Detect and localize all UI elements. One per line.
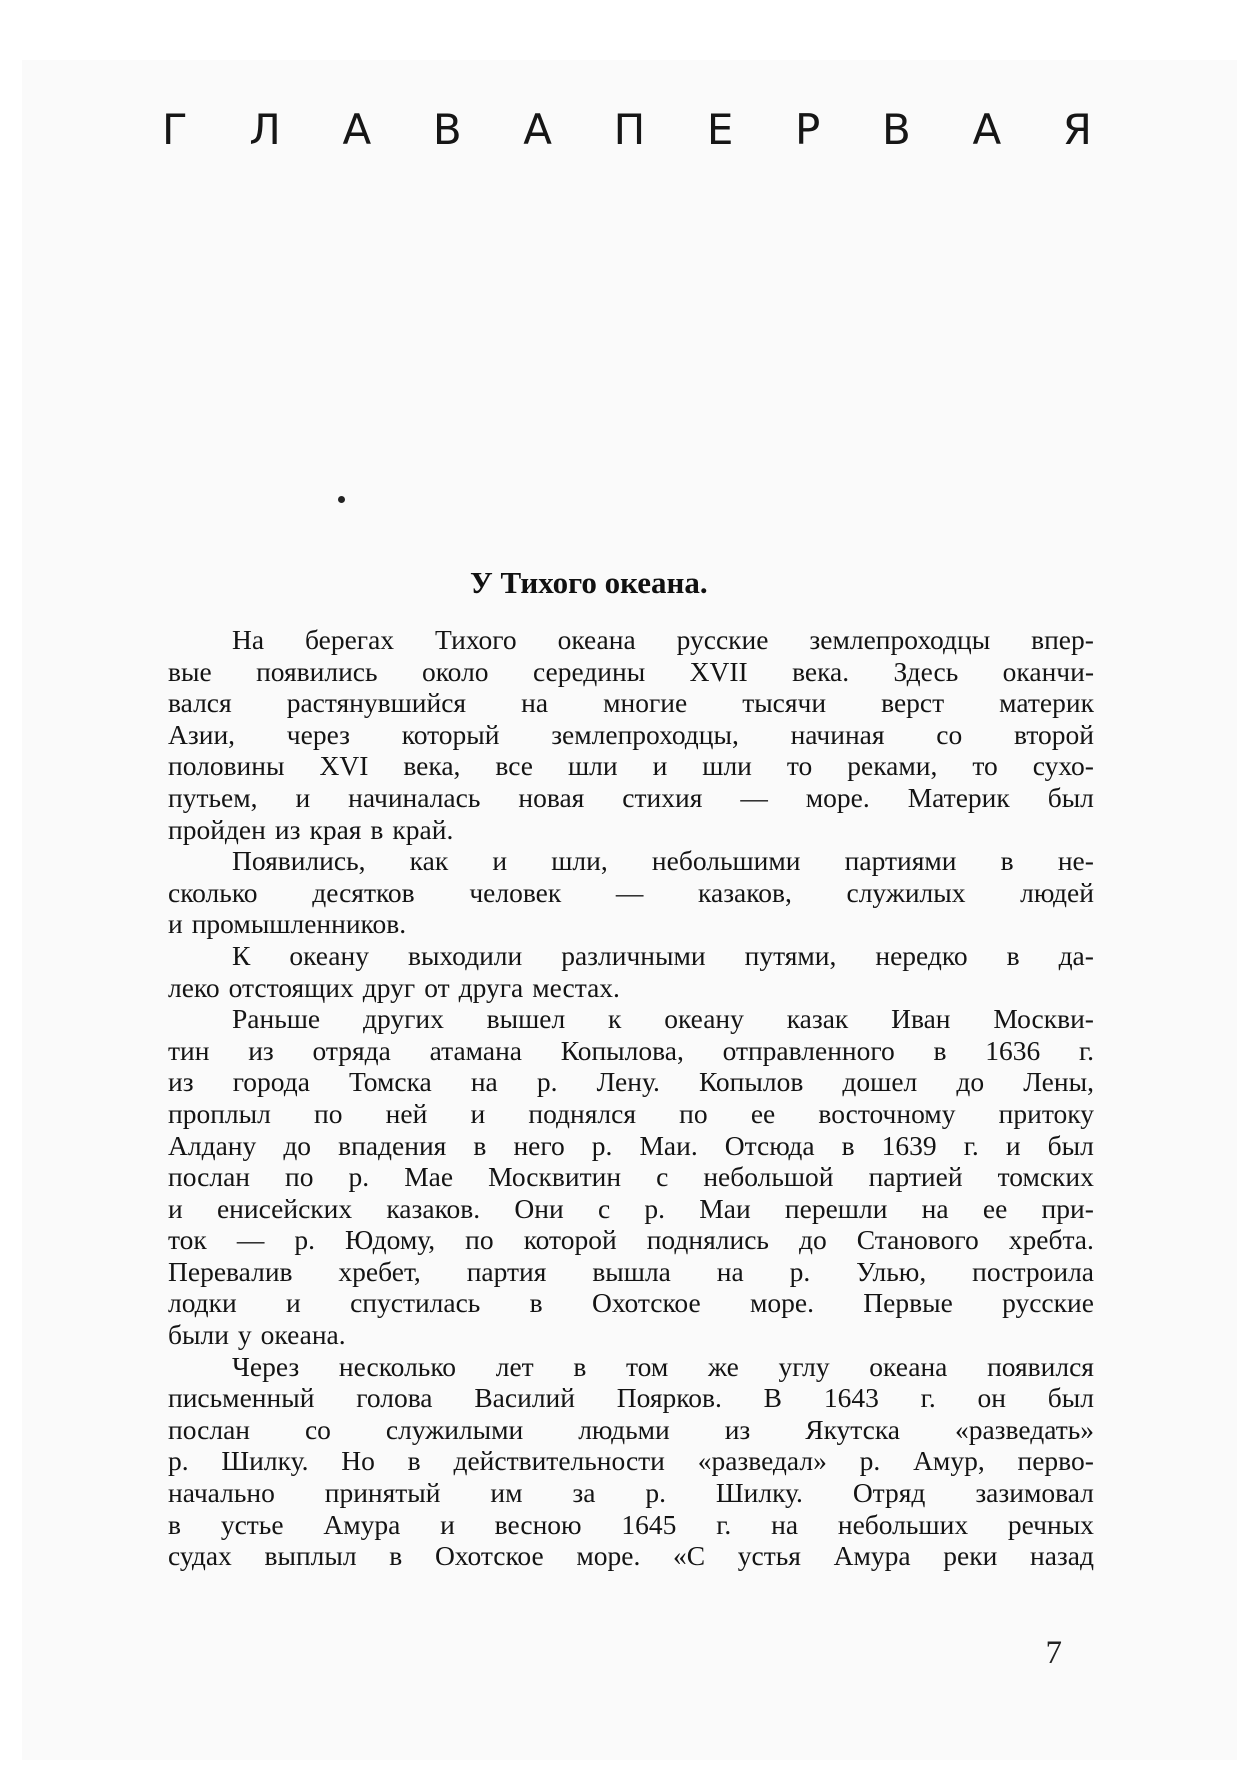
text-line: половины XVI века, все шли и шли то реками, то сухо- (168, 750, 1094, 782)
page-number: 7 (1045, 1635, 1062, 1671)
text-line: послан по р. Мае Москвитин с небольшой партией томских (168, 1161, 1094, 1193)
chapter-heading-letter: П (613, 105, 646, 154)
text-line: ток — р. Юдому, по которой поднялись до Станового хребта. (168, 1224, 1094, 1256)
chapter-heading-letter: А (972, 105, 1002, 154)
text-line: Азии, через который землепроходцы, начиная со второй (168, 718, 1094, 750)
chapter-heading-letter: Г (162, 105, 188, 154)
chapter-heading (162, 100, 1092, 160)
text-line: письменный голова Василий Поярков. В 1643 г. он был (168, 1382, 1094, 1414)
chapter-heading-letter: Я (1062, 105, 1092, 154)
text-line: Через несколько лет в том же углу океана появился (232, 1350, 1094, 1382)
chapter-heading-letter: Е (706, 105, 734, 154)
text-line: из города Томска на р. Лену. Копылов дошел до Лены, (168, 1066, 1094, 1098)
text-line: были у океана. (168, 1319, 346, 1351)
section-title: У Тихого океана. (470, 565, 708, 600)
text-line: леко отстоящих друг от друга местах. (168, 971, 620, 1003)
body-text (168, 624, 1094, 1572)
text-line: р. Шилку. Но в действительности «разведал» р. Амур, перво- (168, 1445, 1094, 1477)
text-line: К океану выходили различными путями, нередко в да- (232, 939, 1094, 971)
chapter-heading-letter: А (523, 105, 553, 154)
text-line: лодки и спустилась в Охотское море. Первые русские (168, 1287, 1094, 1319)
text-line: и промышленников. (168, 908, 407, 940)
text-line: Раньше других вышел к океану казак Иван Москви- (232, 1003, 1094, 1035)
text-line: в устье Амура и весною 1645 г. на небольших речных (168, 1508, 1094, 1540)
text-line: проплыл по ней и поднялся по ее восточному притоку (168, 1097, 1094, 1129)
text-line: вые появились около середины XVII века. Здесь оканчи- (168, 655, 1094, 687)
chapter-heading-letter: Р (795, 105, 821, 154)
text-line: вался растянувшийся на многие тысячи верст материк (168, 687, 1094, 719)
text-line: начально принятый им за р. Шилку. Отряд зазимовал (168, 1477, 1094, 1509)
chapter-heading-letter: Л (249, 105, 281, 154)
text-line: путьем, и начиналась новая стихия — море. Материк был (168, 781, 1094, 813)
text-line: судах выплыл в Охотское море. «С устья Амура реки назад (168, 1540, 1094, 1572)
text-line: и енисейских казаков. Они с р. Маи перешли на ее при- (168, 1192, 1094, 1224)
text-line: Перевалив хребет, партия вышла на р. Улью, построила (168, 1255, 1094, 1287)
text-line: послан со служилыми людьми из Якутска «разведать» (168, 1413, 1094, 1445)
text-line: сколько десятков человек — казаков, служилых людей (168, 876, 1094, 908)
text-line: Появились, как и шли, небольшими партиями в не- (232, 845, 1094, 877)
text-line: тин из отряда атамана Копылова, отправленного в 1636 г. (168, 1034, 1094, 1066)
chapter-heading-letter: В (432, 105, 462, 154)
text-line: Алдану до впадения в него р. Маи. Отсюда в 1639 г. и был (168, 1129, 1094, 1161)
chapter-heading-letter: В (881, 105, 911, 154)
text-line: На берегах Тихого океана русские землепроходцы впер- (232, 624, 1094, 655)
chapter-heading-letter: А (342, 105, 372, 154)
text-line: пройден из края в край. (168, 813, 454, 845)
stray-dot-mark (338, 496, 345, 503)
